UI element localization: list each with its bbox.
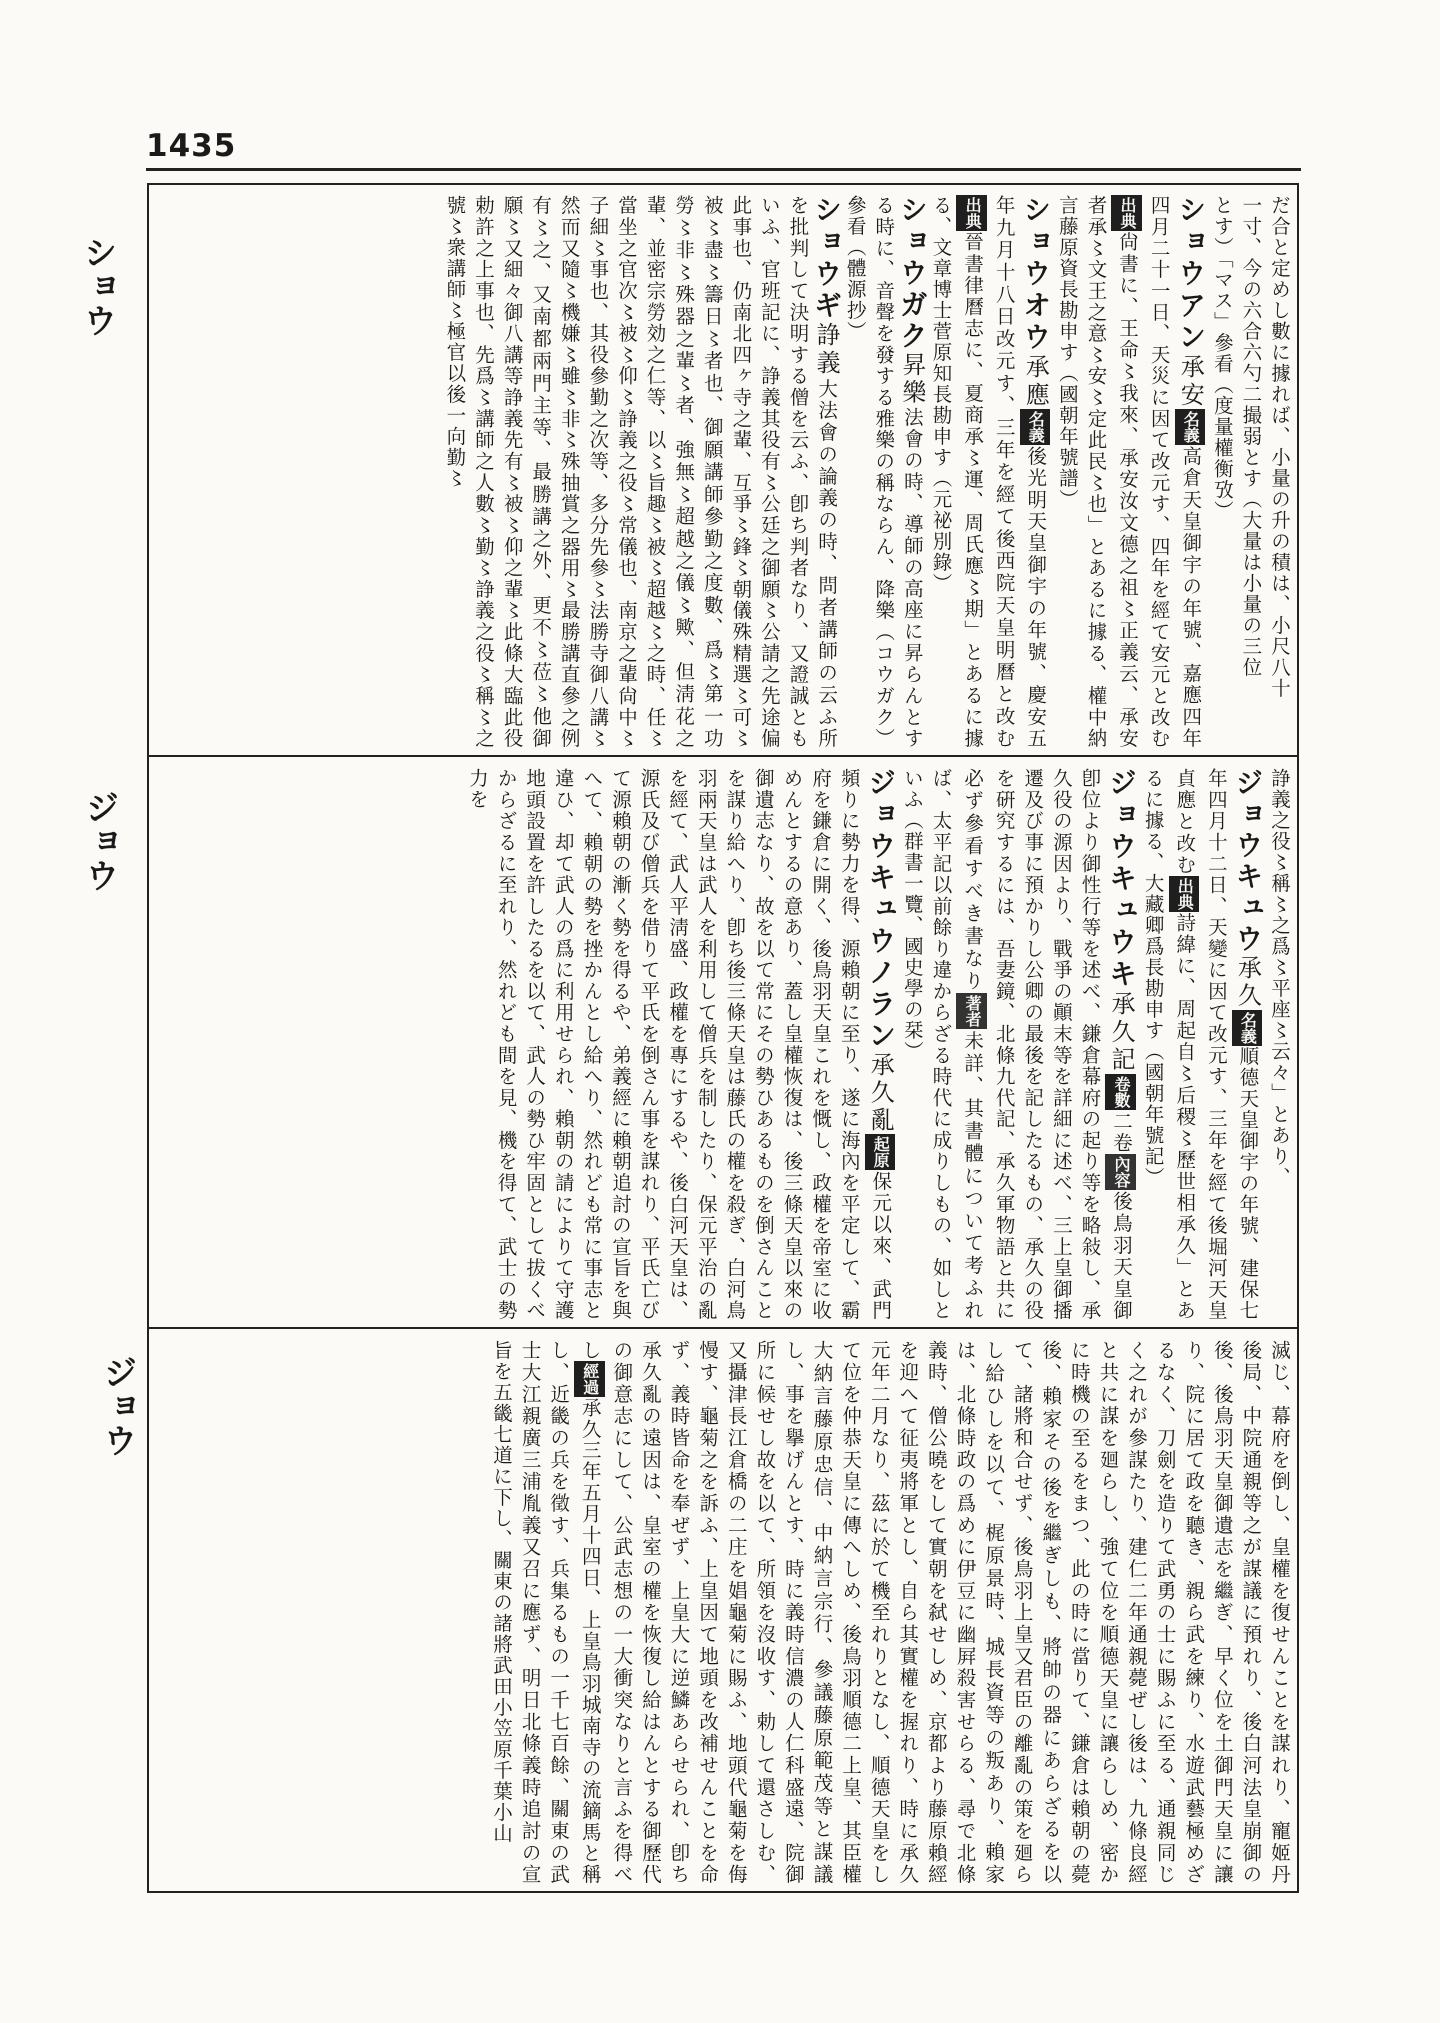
continuation-entry — [1207, 195, 1293, 749]
continuation-line: 諍義之役〻稱〻之爲〻平座〻云々」とあり、 — [1268, 768, 1291, 1188]
page-frame — [147, 183, 1299, 1893]
entry-body: 二卷 — [1110, 1109, 1134, 1155]
entry-body: 保元以來、武門頻りに勢力を得、源賴朝に至り、遂に海內を平定して、霸府を鎌倉に開く、後鳥羽天皇これを慨し、政權を帝室に收めんとするの意あり、蓋し皇權恢復は、後三條天皇以來の御遺志なり、故を以て常にその勢ひあるものを倒さんことを謀り給へり、卽ち後三條天皇は藤氏の權を殺ぎ、白河鳥羽兩天皇は武人を利用して僧兵を制したり、保元平治の亂を經て、武人平淸盛、政權を專にするや、後白河天皇は、源氏及び僧兵を借りて平氏を倒さん事を謀れり、平氏亡びて源賴朝の漸く勢を得るや、弟義經に賴朝追討の宣旨を與へて、賴朝の勢を挫かんとし給へり、然れども常に事志と違ひ、却て武人の爲に利用せられ、賴朝の請によりて守護地頭設置を許したるを以て、武人の勢ひ牢固として拔くべからざるに至れり、然れども間を見、機を得て、武士の勢力を — [465, 768, 893, 1321]
continuation-line: とす）「マス」參看（度量權衡攷） — [1210, 195, 1234, 522]
entry-body: 後鳥羽天皇御卽位より御性行等を述べ、鎌倉幕府の起り等を略敍し、承久役の源因より、戰爭の顚末等を詳細に述べ、三上皇御播遷及び事に預かりし公卿の最後を記したるもの、承久の役を硏究するには、吾妻鏡、北條九代記、承久軍物語と共に必ず參看すべき書なり — [961, 768, 1134, 1321]
entry-kanji: 昇樂 — [897, 352, 926, 407]
category-badge: 名義 — [1232, 1010, 1263, 1046]
entry-kanji: 承安 — [1176, 353, 1205, 410]
category-badge: 名義 — [1020, 409, 1051, 445]
continuation-entry — [486, 1340, 1293, 1885]
category-badge: 經過 — [574, 1361, 605, 1397]
entry-body: 法會の時、導師の高座に昇らんとする時に、音聲を發する雅樂の稱ならん、降樂（コウガク）參看（體源抄） — [843, 195, 924, 749]
entry-kanji: 承應 — [1021, 353, 1050, 410]
entry-body: 後光明天皇御宇の年號、慶安五年九月十八日改元す、三年を經て後西院天皇明曆と改む — [992, 195, 1048, 749]
band-1-columns — [159, 195, 1293, 749]
band-divider-2 — [149, 1327, 1297, 1329]
text-band-1 — [149, 185, 1297, 755]
entry-body: 高倉天皇御宇の年號、嘉應四年四月二十一日、天災に因て改元す、四年を經て安元と改む — [1147, 195, 1203, 749]
entry-kanji: 諍義 — [812, 322, 841, 379]
entry-kanji: 承久記 — [1107, 990, 1136, 1074]
tab-label-2: ジョウ — [79, 790, 119, 892]
dictionary-entry — [440, 195, 844, 749]
band-3-columns — [159, 1340, 1293, 1885]
category-badge: 起原 — [865, 1134, 896, 1170]
dictionary-entry — [462, 768, 897, 1321]
band-divider-1 — [149, 755, 1297, 757]
dictionary-entry — [840, 195, 929, 749]
category-badge: 卷數 — [1105, 1074, 1136, 1110]
entry-kanji: 承久亂 — [866, 1051, 895, 1135]
dictionary-entry — [1138, 768, 1264, 1321]
entry-headword: ジョウキュウ — [1231, 768, 1265, 956]
entry-kanji: 承久 — [1233, 955, 1262, 1010]
entry-body: 承久三年五月十四日、上皇鳥羽城南寺の流鏑馬と稱し、近畿の兵を徵す、兵集るもの一千七百餘、關東の武士大江親廣三浦胤義又召に應ず、明日北條義時追討の宣旨を五畿七道に下し、關東の諸將武田小笠原千葉小山 — [489, 1340, 602, 1885]
entry-headword: ショウオウ — [1019, 195, 1053, 354]
continuation-line: だ合と定めし數に據れば、小量の升の積は、小尺八十 — [1268, 195, 1291, 699]
entry-body: 尙書に、王命〻我來、承安汝文德之祖〻正義云、承安者承〻文王之意〻安〻定此民〻也」とあるに據る、權中納言藤原資長勘申す（國朝年號譜） — [1055, 195, 1140, 749]
category-badge: 名義 — [1175, 409, 1206, 445]
text-band-2 — [149, 758, 1297, 1327]
entry-headword: ショウギ — [810, 195, 844, 323]
continuation-entry — [1264, 768, 1293, 1321]
dictionary-entry — [897, 768, 1138, 1321]
category-badge: 內容 — [1105, 1154, 1136, 1190]
entry-body: 滅じ、幕府を倒し、皇權を復せんことを謀れり、寵姬丹後局、中院通親等之が謀議に預れり、後白河法皇崩御の後、後鳥羽天皇御遺志を繼ぎ、早く位を土御門天皇に讓り、院に居て政を聽き、親ら武を練り、水遊武藝極めざるなく、刀劍を造りて武勇の士に賜ふに至る、通親同じく之れが參謀たり、建仁二年通親薨ぜし後は、九條良經と共に謀を廻らし、強て位を順德天皇に讓らしめ、密かに時機の至るをまつ、此の時に當りて、鎌倉は賴朝の薨後、賴家その後を繼ぎしも、將帥の器にあらざるを以て、諸將和合せず、後鳥羽上皇又君臣の離亂の策を廻らし給ひしを以て、梶原景時、城長資等の叛あり、賴家は、北條時政の爲めに伊豆に幽屛殺害せらる、尋で北條義時、僧公曉をして實朝を弑せしめ、京都より藤原賴經を迎へて征夷將軍とし、自ら其實權を握れり、時に承久元年二月なり、茲に於て機至れりとなし、順德天皇をして位を仲恭天皇に傳へしめ、後鳥羽順德二上皇、其臣權大納言藤原忠信、中納言宗行、參議藤原範茂等と謀議し、事を擧げんとす、時に義時信濃の人仁科盛遠、院御所に候せし故を以て、所領を沒收す、勅して還さしむ、又攝津長江倉橋の二庄を娼龜菊に賜ふ、地頭代龜菊を侮慢す、龜菊之を訴ふ、上皇因て地頭を改補せんことを命ず、義時皆命を奉ぜず、上皇大に逆鱗あらせられ、卽ち承久亂の遠因は、皇室の權を恢復し給はんとする御歷代の御意志にして、公武志想の一大衝突なりと言ふを得べし — [578, 1340, 1291, 1885]
tab-label-3: ジョウ — [97, 1355, 137, 1457]
continuation-line: 一寸、今の六合六勺二撮弱とす（大量は小量の三位 — [1239, 195, 1263, 678]
entry-body: 順德天皇御宇の年號、建保七年四月十二日、天變に因て改元す、三年を經て後堀河天皇貞應と改む — [1173, 768, 1260, 1321]
entry-headword: ジョウキュウノラン — [864, 768, 898, 1052]
category-badge: 著者 — [956, 993, 987, 1029]
category-badge: 出典 — [956, 195, 987, 231]
header-rule — [146, 168, 1301, 171]
entry-headword: ジョウキュウキ — [1105, 768, 1139, 991]
band-2-columns — [159, 768, 1293, 1321]
entry-body: 大法會の論義の時、問者講師の云ふ所を批判して決明する僧を云ふ、卽ち判者なり、又證誠ともいふ、官班記に、諍義其役有〻公廷之御願〻公請之先途偏此事也、仍南北四ヶ寺之輩、互爭〻鋒〻朝儀殊精選〻可〻被〻盡〻籌日〻者也、御願講師參勤之度數、爲〻第一功勞〻非〻殊器之輩〻者、強無〻超越之儀〻歟、但淸花之輩、並密宗勞効之仁等、以〻旨趣〻被〻超越〻之時、任〻當坐之官次〻被〻仰〻諍義之役〻常儀也、南京之輩尙中〻子細〻事也、其役參勤之次等、多分先參〻法勝寺御八講〻然而又隨〻機嫌〻雖〻非〻殊抽賞之器用〻最勝講直參之例有〻之、又南都兩門主等、最勝講之外、更不〻莅〻他御願〻又細々御八講等諍義先有〻被〻仰之輩〻此條大臨此役勅許之上事也、先爲〻講師之人數〻勤〻諍義之役〻稱〻之號〻衆講師〻極官以後一向勤〻 — [443, 195, 839, 749]
entry-body: 晉書律曆志に、夏商承〻運、周氏應〻期」とあるに據る、文章博士菅原知長勘申す（元祕別錄） — [929, 195, 985, 749]
page-number: 1435 — [146, 128, 237, 164]
dictionary-entry — [1052, 195, 1207, 749]
category-badge: 出典 — [1169, 876, 1200, 912]
tab-label-1: ショウ — [77, 235, 117, 337]
entry-headword: ショウアン — [1174, 195, 1208, 354]
entry-headword: ショウガク — [895, 195, 929, 353]
entry-body: 詩緯に、周起自〻后稷〻歷世相承久」とあるに據る、大藏卿爲長勘申す（國朝年號記） — [1141, 768, 1197, 1321]
text-band-3 — [149, 1330, 1297, 1891]
entry-body: 未詳、其書體について考ふれば、太平記以前餘り違からざる時代に成りしもの、如しといふ（群書一覽、國史學の栞） — [900, 768, 985, 1321]
category-badge: 出典 — [1111, 195, 1142, 231]
dictionary-entry — [926, 195, 1052, 749]
